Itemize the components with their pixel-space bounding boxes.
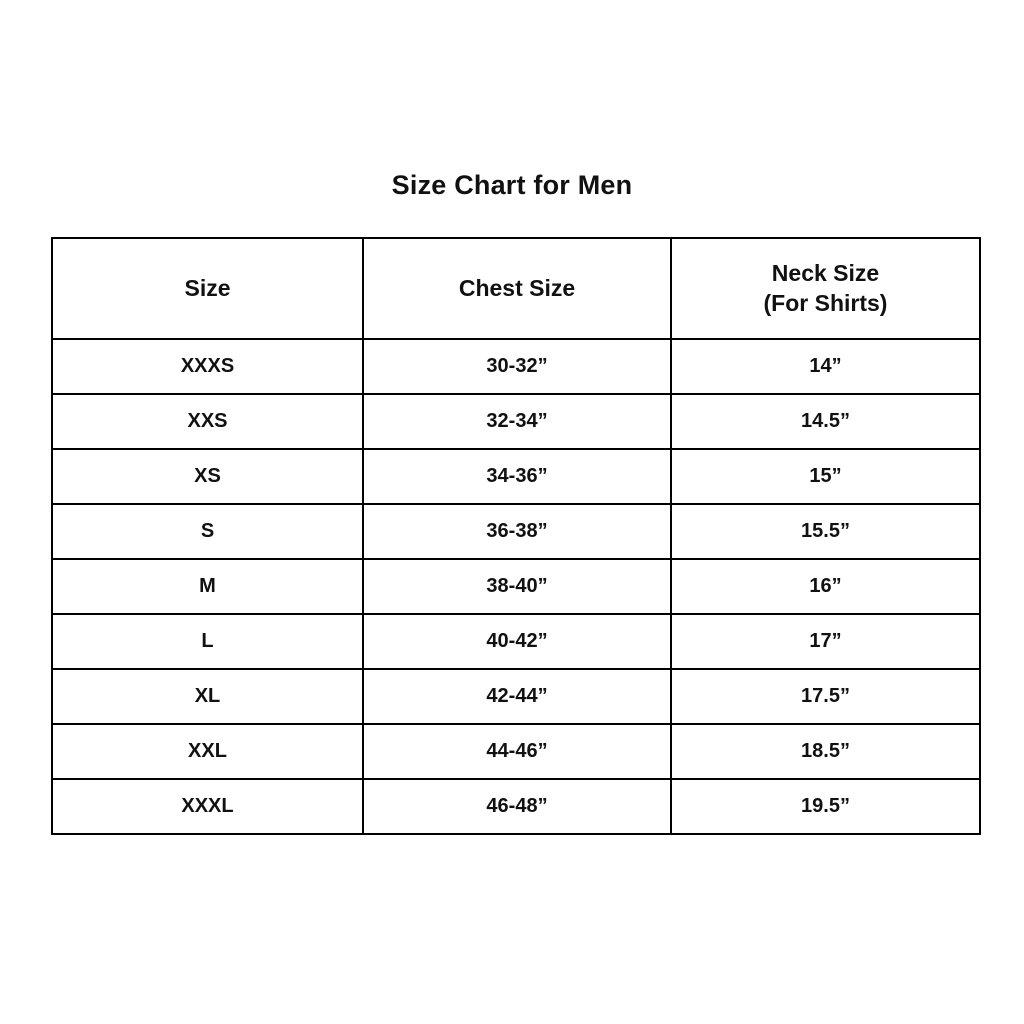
table-body xyxy=(52,339,980,834)
table-header xyxy=(52,238,980,339)
cell-size: M xyxy=(52,559,363,614)
column-header-size xyxy=(52,238,363,339)
cell-chest: 36-38” xyxy=(363,504,671,559)
page-title: Size Chart for Men xyxy=(391,170,633,200)
table-row xyxy=(52,669,980,724)
cell-size: XXL xyxy=(52,724,363,779)
cell-size: S xyxy=(52,504,363,559)
table-row xyxy=(52,724,980,779)
cell-neck: 14” xyxy=(671,339,980,394)
table-row xyxy=(52,449,980,504)
cell-neck: 17” xyxy=(671,614,980,669)
cell-neck: 18.5” xyxy=(671,724,980,779)
cell-chest: 46-48” xyxy=(363,779,671,834)
cell-size: XXXL xyxy=(52,779,363,834)
column-header-neck xyxy=(671,238,980,339)
cell-neck: 17.5” xyxy=(671,669,980,724)
cell-neck: 15.5” xyxy=(671,504,980,559)
table-header-row xyxy=(52,238,980,339)
cell-neck: 16” xyxy=(671,559,980,614)
size-chart-table xyxy=(51,237,981,835)
column-header-size-label: Size xyxy=(184,274,231,301)
cell-chest: 44-46” xyxy=(363,724,671,779)
cell-neck: 14.5” xyxy=(671,394,980,449)
column-header-neck-label: Neck Size xyxy=(771,260,880,287)
cell-chest: 38-40” xyxy=(363,559,671,614)
cell-size: XS xyxy=(52,449,363,504)
cell-chest: 34-36” xyxy=(363,449,671,504)
cell-size: XL xyxy=(52,669,363,724)
cell-size: XXS xyxy=(52,394,363,449)
column-header-chest xyxy=(363,238,671,339)
table-row xyxy=(52,504,980,559)
cell-chest: 30-32” xyxy=(363,339,671,394)
cell-neck: 15” xyxy=(671,449,980,504)
cell-size: XXXS xyxy=(52,339,363,394)
cell-chest: 40-42” xyxy=(363,614,671,669)
table-row xyxy=(52,559,980,614)
table-row xyxy=(52,339,980,394)
column-header-chest-label: Chest Size xyxy=(458,274,576,301)
table-row xyxy=(52,779,980,834)
table-row xyxy=(52,394,980,449)
cell-chest: 32-34” xyxy=(363,394,671,449)
table-row xyxy=(52,614,980,669)
cell-chest: 42-44” xyxy=(363,669,671,724)
cell-neck: 19.5” xyxy=(671,779,980,834)
cell-size: L xyxy=(52,614,363,669)
column-header-neck-sublabel: (For Shirts) xyxy=(763,289,888,316)
